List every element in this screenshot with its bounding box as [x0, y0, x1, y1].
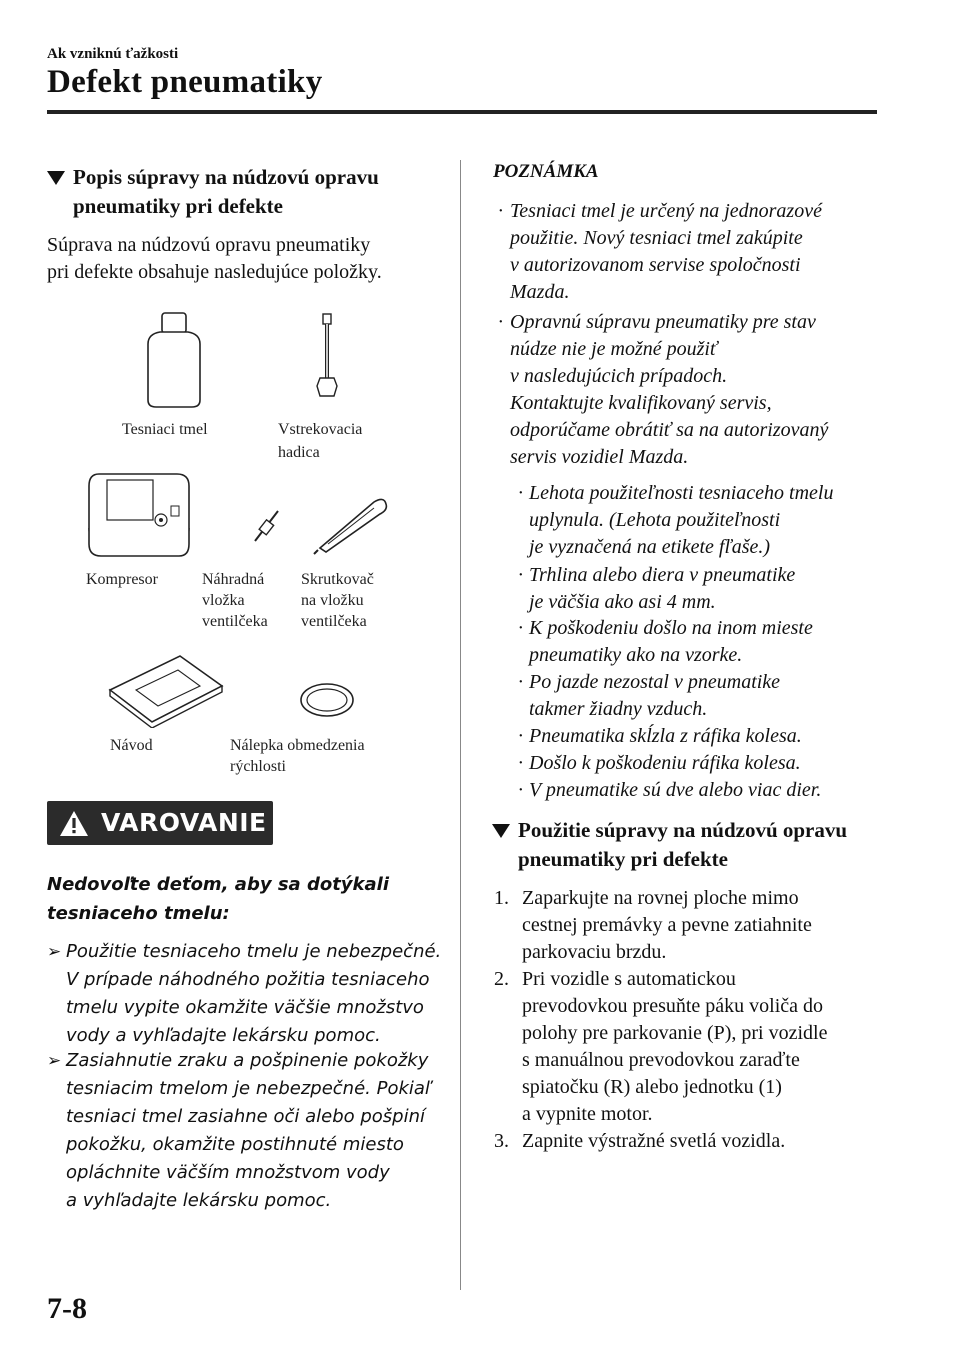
- bullet-dot-icon: ·: [518, 779, 523, 801]
- note-line: použitie. Nový tesniaci tmel zakúpite: [510, 227, 803, 249]
- warning-heading-line: tesniaceho tmelu:: [47, 903, 230, 924]
- warning-banner: [47, 801, 273, 845]
- step-item: [494, 966, 894, 1128]
- step-number: 3.: [494, 1130, 509, 1152]
- warning-item-line: Zasiahnutie zraku a pošpinenie pokožky: [66, 1050, 429, 1071]
- label-hose-line2: hadica: [278, 444, 320, 461]
- bullet-dot-icon: ·: [498, 311, 503, 333]
- compressor-illustration: [85, 468, 195, 560]
- warning-heading-line: Nedovoľte deťom, aby sa dotýkali: [47, 874, 389, 895]
- label-compressor: Kompresor: [86, 571, 158, 588]
- subheading-line: pneumatiky pri defekte: [518, 847, 728, 871]
- note-line: Tesniaci tmel je určený na jednorazové: [510, 200, 822, 222]
- label-tool-line1: Skrutkovač: [301, 571, 374, 588]
- case-line: Došlo k poškodeniu ráfika kolesa.: [529, 752, 801, 774]
- note-item: [498, 309, 888, 471]
- bullet-dot-icon: ·: [518, 671, 523, 693]
- label-core-line2: vložka: [202, 592, 245, 609]
- bullet-dot-icon: ·: [518, 725, 523, 747]
- bullet-dot-icon: ·: [498, 200, 503, 222]
- case-line: Po jazde nezostal v pneumatike: [529, 671, 781, 693]
- step-line: Pri vozidle s automatickou: [522, 968, 736, 990]
- subheading-kit-usage: [492, 816, 892, 874]
- note-heading: POZNÁMKA: [493, 161, 599, 182]
- subheading-line: Popis súpravy na núdzovú opravu: [73, 165, 379, 189]
- label-sticker-line1: Nálepka obmedzenia: [230, 737, 365, 754]
- step-line: spiatočku (R) alebo jednotku (1): [522, 1076, 782, 1098]
- case-item: [518, 750, 888, 777]
- case-line: je väčšia ako asi 4 mm.: [529, 591, 716, 613]
- warning-item-line: pokožku, okamžite postihnuté miesto: [66, 1134, 404, 1155]
- case-item: [518, 615, 888, 669]
- case-item: [518, 669, 888, 723]
- note-line: v nasledujúcich prípadoch.: [510, 365, 728, 387]
- manual-booklet-illustration: [104, 650, 226, 728]
- warning-item-line: V prípade náhodného požitia tesniaceho: [66, 969, 430, 990]
- speed-sticker-illustration: [298, 680, 356, 720]
- header-rule: [47, 110, 877, 114]
- warning-item-line: Použitie tesniaceho tmelu je nebezpečné.: [66, 941, 442, 962]
- warning-item-line: tmelu vypite okamžite väčšie množstvo: [66, 997, 424, 1018]
- step-line: parkovaciu brzdu.: [522, 941, 667, 963]
- warning-item-line: opláchnite väčším množstvom vody: [66, 1162, 390, 1183]
- bullet-dot-icon: ·: [518, 617, 523, 639]
- step-line: a vypnite motor.: [522, 1103, 653, 1125]
- note-line: v autorizovanom servise spoločnosti: [510, 254, 801, 276]
- note-line: núdze nie je možné použiť: [510, 338, 718, 360]
- arrow-bullet-icon: ➢: [47, 942, 62, 962]
- case-line: Trhlina alebo diera v pneumatike: [529, 564, 796, 586]
- page-number: 7-8: [47, 1292, 87, 1325]
- step-number: 1.: [494, 887, 509, 909]
- intro-line: Súprava na núdzovú opravu pneumatiky: [47, 234, 371, 256]
- warning-label: VAROVANIE: [101, 808, 267, 837]
- intro-line: pri defekte obsahuje nasledujúce položky.: [47, 261, 382, 283]
- triangle-marker-icon: [492, 824, 510, 838]
- warning-item-line: a vyhľadajte lekársku pomoc.: [66, 1190, 332, 1211]
- column-divider: [460, 160, 461, 1290]
- bullet-dot-icon: ·: [518, 482, 523, 504]
- case-line: V pneumatike sú dve alebo viac dier.: [529, 779, 822, 801]
- step-item: [494, 1128, 894, 1155]
- warning-triangle-icon: [59, 810, 89, 837]
- case-line: Pneumatika skĺzla z ráfika kolesa.: [529, 725, 802, 747]
- bullet-dot-icon: ·: [518, 752, 523, 774]
- step-line: s manuálnou prevodovkou zaraďte: [522, 1049, 800, 1071]
- subheading-line: pneumatiky pri defekte: [73, 194, 283, 218]
- warning-item-line: tesniacim tmelom je nebezpečné. Pokiaľ: [66, 1078, 430, 1099]
- label-tool-line2: na vložku: [301, 592, 364, 609]
- note-line: servis vozidiel Mazda.: [510, 446, 689, 468]
- case-item: [518, 480, 888, 561]
- note-line: Opravnú súpravu pneumatiky pre stav: [510, 311, 816, 333]
- bullet-dot-icon: ·: [518, 564, 523, 586]
- section-title: Defekt pneumatiky: [47, 64, 323, 100]
- subheading-line: Použitie súpravy na núdzovú opravu: [518, 818, 848, 842]
- triangle-marker-icon: [47, 171, 65, 185]
- intro-paragraph: [47, 232, 457, 286]
- label-manual: Návod: [110, 737, 153, 754]
- case-item: [518, 723, 888, 750]
- case-line: Lehota použiteľnosti tesniaceho tmelu: [529, 482, 834, 504]
- step-line: Zapnite výstražné svetlá vozidla.: [522, 1130, 786, 1152]
- step-line: Zaparkujte na rovnej ploche mimo: [522, 887, 799, 909]
- sealant-bottle-illustration: [140, 310, 210, 410]
- valve-core-illustration: [250, 505, 284, 545]
- warning-item: [47, 938, 457, 1050]
- label-core-line3: ventilčeka: [202, 613, 268, 630]
- subheading-kit-description: [47, 163, 447, 221]
- label-core-line1: Náhradná: [202, 571, 265, 588]
- case-line: uplynula. (Lehota použiteľnosti: [529, 509, 781, 531]
- note-line: odporúčame obrátiť sa na autorizovaný: [510, 419, 829, 441]
- step-number: 2.: [494, 968, 509, 990]
- note-item: [498, 198, 888, 306]
- warning-item: [47, 1047, 457, 1215]
- warning-item-line: vody a vyhľadajte lekársku pomoc.: [66, 1025, 381, 1046]
- note-line: Kontaktujte kvalifikovaný servis,: [510, 392, 772, 414]
- label-hose-line1: Vstrekovacia: [278, 421, 363, 438]
- case-line: pneumatiky ako na vzorke.: [529, 644, 743, 666]
- arrow-bullet-icon: ➢: [47, 1051, 62, 1071]
- injection-hose-illustration: [310, 312, 346, 402]
- step-line: polohy pre parkovanie (P), pri vozidle: [522, 1022, 828, 1044]
- case-line: je vyznačená na etikete fľaše.): [529, 536, 771, 558]
- step-line: cestnej premávky a pevne zatiahnite: [522, 914, 812, 936]
- case-item: [518, 562, 888, 616]
- note-line: Mazda.: [510, 281, 570, 303]
- valve-tool-illustration: [312, 494, 392, 556]
- warning-item-line: tesniaci tmel zasiahne oči alebo pošpiní: [66, 1106, 426, 1127]
- case-line: K poškodeniu došlo na inom mieste: [529, 617, 813, 639]
- chapter-title: Ak vzniknú ťažkosti: [47, 46, 179, 62]
- step-line: prevodovkou presuňte páku voliča do: [522, 995, 824, 1017]
- label-sticker-line2: rýchlosti: [230, 758, 286, 775]
- label-tool-line3: ventilčeka: [301, 613, 367, 630]
- case-item: [518, 777, 888, 804]
- case-line: takmer žiadny vzduch.: [529, 698, 708, 720]
- step-item: [494, 885, 894, 966]
- warning-heading: [47, 870, 447, 928]
- label-sealant: Tesniaci tmel: [122, 421, 208, 438]
